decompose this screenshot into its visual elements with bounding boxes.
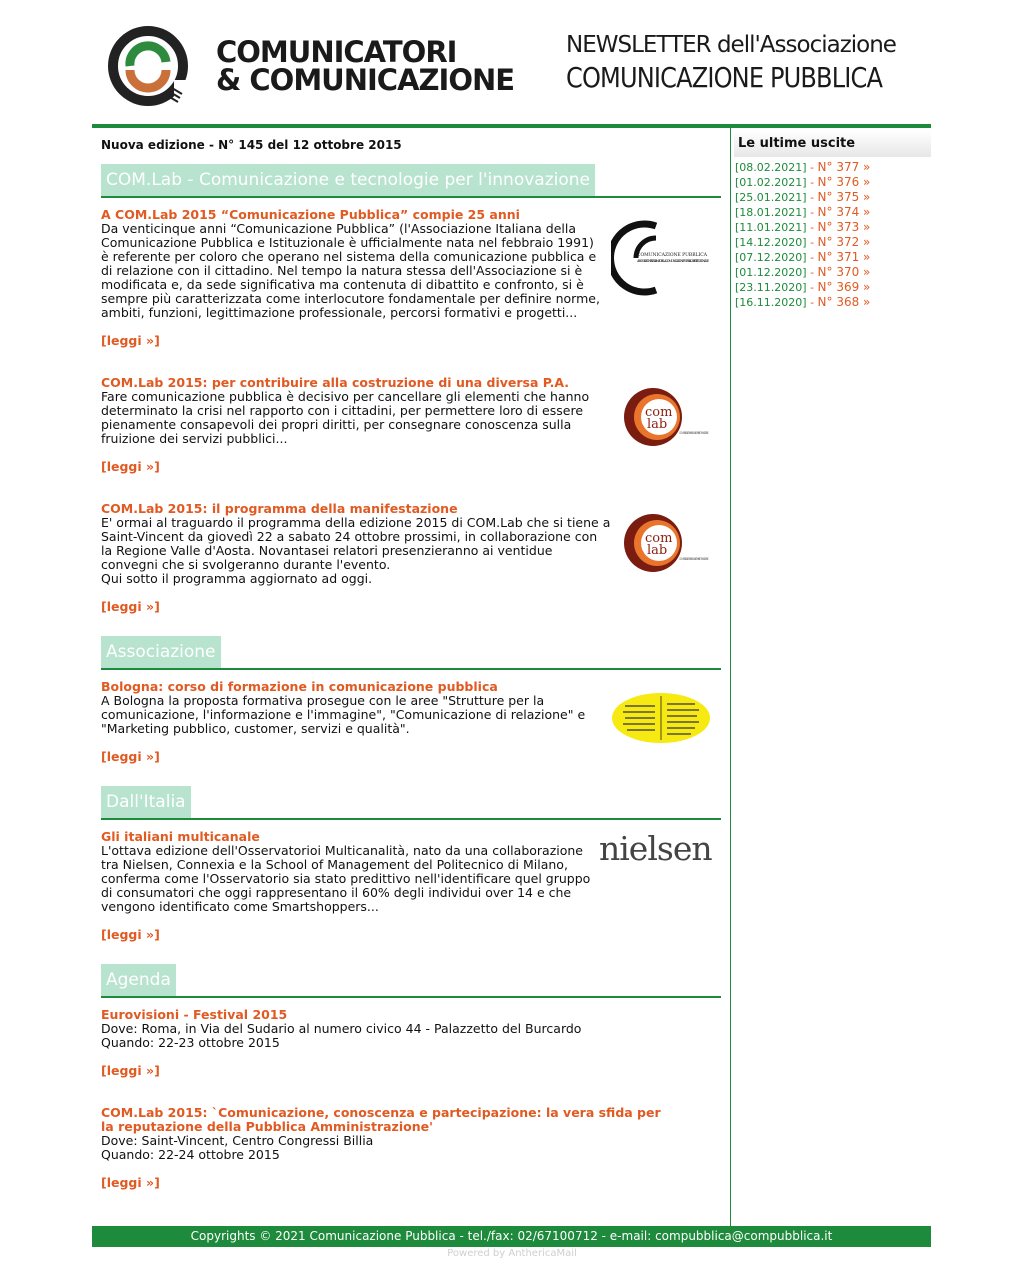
- issue-number[interactable]: N° 377 »: [817, 160, 871, 174]
- event-title-link[interactable]: Eurovisioni - Festival 2015: [101, 1007, 288, 1022]
- brand-name: [216, 35, 515, 97]
- article-summary: Fare comunicazione pubblica è decisivo per cancellare gli elementi che hanno determinato la crisi nel rapporto con i cittadini, per permettere loro di essere pienamente consapevoli dei propri diritti, per consegnare conoscenza sulla fruizione dei servizi pubblici...: [101, 389, 590, 446]
- issue-link[interactable]: [735, 160, 870, 175]
- issue-date: [25.01.2021]: [735, 191, 807, 204]
- section-agenda: [101, 964, 721, 998]
- issue-date: [08.02.2021]: [735, 161, 807, 174]
- issue-date: [14.12.2020]: [735, 236, 807, 249]
- issue-number[interactable]: N° 368 »: [817, 295, 871, 309]
- issue-link[interactable]: [735, 220, 870, 235]
- issue-date: [01.02.2021]: [735, 176, 807, 189]
- article-item: [101, 208, 717, 348]
- issue-separator: -: [806, 176, 818, 189]
- article-title-link[interactable]: A COM.Lab 2015 “Comunicazione Pubblica” compie 25 anni: [101, 207, 520, 222]
- section-title: Agenda: [101, 964, 176, 996]
- brand-line-2: & COMUNICAZIONE: [216, 63, 515, 97]
- newsletter-line-1: NEWSLETTER dell'Associazione: [566, 32, 896, 58]
- issue-separator: -: [806, 266, 818, 279]
- read-more-link[interactable]: [leggi »]: [101, 599, 160, 614]
- issue-date: [01.12.2020]: [735, 266, 807, 279]
- issue-date: [18.01.2021]: [735, 206, 807, 219]
- article-summary: A Bologna la proposta formativa prosegue con le aree "Strutture per la comunicazione, l'informazione e l'immagine", "Comunicazione di relazione" e "Marketing pubblico, customer, servizi e qualità".: [101, 693, 586, 736]
- issue-number[interactable]: N° 374 »: [817, 205, 871, 219]
- issue-list: [735, 160, 870, 310]
- sidebar-title: Le ultime uscite: [734, 130, 931, 157]
- newsletter-title: [566, 30, 934, 96]
- read-more-link[interactable]: [leggi »]: [101, 333, 160, 348]
- cp-logo-text: COMUNICAZIONE PUBBLICA: [637, 253, 708, 258]
- cp-logo-thumbnail[interactable]: [611, 218, 711, 296]
- footer: Copyrights © 2021 Comunicazione Pubblica - tel./fax: 02/67100712 - e-mail: compubblica@compubblica.it: [92, 1226, 931, 1247]
- newsletter-page: [92, 0, 931, 1268]
- comlab-logo-lab: lab: [647, 543, 668, 558]
- article-summary: L'ottava edizione dell'Osservatorioi Multicanalità, nato da una collaborazione tra Nielsen, Connexia e la School of Management del Politecnico di Milano, conferma come l'Osservatorio sia stato predittivo nell'identificare quel gruppo di consumatori che oggi rappresentano il 60% degli individui over 14 e che vengono identificato come Smartshoppers...: [101, 843, 591, 914]
- issue-link[interactable]: [735, 250, 870, 265]
- section-title: COM.Lab - Comunicazione e tecnologie per l'innovazione: [101, 164, 595, 196]
- section-comlab: [101, 164, 721, 198]
- article-summary: E' ormai al traguardo il programma della edizione 2015 di COM.Lab che si tiene a Saint-Vincent da giovedì 22 a sabato 24 ottobre prossimi, in collaborazione con la Regione Valle d'Aosta. Novantasei relatori presenzieranno ai ventidue convegni che si svolgeranno durante l'evento.: [101, 515, 611, 572]
- issue-number[interactable]: N° 370 »: [817, 265, 871, 279]
- issue-link[interactable]: [735, 295, 870, 310]
- issue-date: [11.01.2021]: [735, 221, 807, 234]
- comlab-logo-caption: COMUNICAZIONE INNOVAZIONE INFORMAZIONE: [679, 557, 709, 561]
- article-title-link[interactable]: Bologna: corso di formazione in comunicazione pubblica: [101, 679, 498, 694]
- issue-date: [07.12.2020]: [735, 251, 807, 264]
- event-location: Dove: Roma, in Via del Sudario al numero civico 44 - Palazzetto del Burcardo: [101, 1021, 582, 1036]
- comlab-logo-caption: COMUNICAZIONE INNOVAZIONE INFORMAZIONE: [679, 431, 709, 435]
- section-associazione: [101, 636, 721, 670]
- cp-logo-subtext: ASSOCIAZIONE ITALIANA DELLA COMUNICAZIONE PUBBLICA E ISTITUZIONALE: [637, 259, 709, 263]
- agenda-item: [101, 1105, 717, 1190]
- read-more-link[interactable]: [leggi »]: [101, 749, 160, 764]
- issue-date: [16.11.2020]: [735, 296, 807, 309]
- article-item: [101, 502, 717, 622]
- read-more-link[interactable]: [leggi »]: [101, 927, 160, 942]
- issue-number[interactable]: N° 371 »: [817, 250, 871, 264]
- main-column: [92, 128, 730, 1226]
- powered-by[interactable]: Powered by AnthericaMail: [447, 1248, 577, 1259]
- issue-link[interactable]: [735, 205, 870, 220]
- issue-number[interactable]: N° 369 »: [817, 280, 871, 294]
- brand-line-1: COMUNICATORI: [216, 35, 457, 69]
- issue-separator: -: [806, 296, 818, 309]
- issue-separator: -: [806, 236, 818, 249]
- article-title-link[interactable]: Gli italiani multicanale: [101, 829, 260, 844]
- article-title-link[interactable]: COM.Lab 2015: per contribuire alla costruzione di una diversa P.A.: [101, 375, 570, 390]
- issue-link[interactable]: [735, 280, 870, 295]
- section-dallitalia: [101, 786, 721, 820]
- section-title: Associazione: [101, 636, 221, 668]
- issue-separator: -: [806, 206, 818, 219]
- section-title: Dall'Italia: [101, 786, 191, 818]
- article-title-link[interactable]: COM.Lab 2015: il programma della manifestazione: [101, 501, 458, 516]
- read-more-link[interactable]: [leggi »]: [101, 459, 160, 474]
- issue-separator: -: [806, 161, 818, 174]
- comlab-logo-thumbnail[interactable]: [621, 386, 711, 448]
- course-thumbnail[interactable]: [611, 692, 711, 744]
- brand-logo-icon: [108, 18, 188, 114]
- article-summary: Da venticinque anni “Comunicazione Pubblica” (l'Associazione Italiana della Comunicazione Pubblica e Istituzionale è ufficialmente nata nel febbraio 1991) è referente per coloro che operano nel sistema della comunicazione pubblica e di relazione con il cittadino. Nel tempo la natura stessa dell'Associazione si è modificata e, da sede significativa ma contenuta di dibattito e confronto, si è sempre più caratterizzata come interlocutore fondamentale per definire norme, ambiti, funzioni, legittimazione professionale, percorsi formativi e progetti...: [101, 221, 600, 320]
- issue-link[interactable]: [735, 265, 870, 280]
- agenda-item: [101, 1008, 717, 1088]
- read-more-link[interactable]: [leggi »]: [101, 1175, 160, 1190]
- header: [92, 0, 931, 124]
- article-item: [101, 830, 717, 950]
- newsletter-line-2: COMUNICAZIONE PUBBLICA: [566, 61, 883, 94]
- issue-number[interactable]: N° 373 »: [817, 220, 871, 234]
- comlab-logo-com: com: [645, 531, 673, 546]
- nielsen-logo-thumbnail[interactable]: nielsen: [599, 829, 712, 868]
- comlab-logo-thumbnail[interactable]: [621, 512, 711, 574]
- comlab-logo-lab: lab: [647, 417, 668, 432]
- event-date: Quando: 22-24 ottobre 2015: [101, 1147, 280, 1162]
- edition-info: Nuova edizione - N° 145 del 12 ottobre 2015: [101, 138, 402, 152]
- event-location: Dove: Saint-Vincent, Centro Congressi Billia: [101, 1133, 374, 1148]
- issue-number[interactable]: N° 372 »: [817, 235, 871, 249]
- issue-date: [23.11.2020]: [735, 281, 807, 294]
- read-more-link[interactable]: [leggi »]: [101, 1063, 160, 1078]
- issue-link[interactable]: [735, 175, 870, 190]
- event-date: Quando: 22-23 ottobre 2015: [101, 1035, 280, 1050]
- column-divider: [730, 128, 731, 1226]
- issue-separator: -: [806, 191, 818, 204]
- issue-number[interactable]: N° 376 »: [817, 175, 871, 189]
- comlab-logo-com: com: [645, 405, 673, 420]
- article-item: [101, 680, 717, 770]
- issue-link[interactable]: [735, 190, 870, 205]
- issue-separator: -: [806, 251, 818, 264]
- article-summary-extra: Qui sotto il programma aggiornato ad oggi.: [101, 571, 373, 586]
- issue-number[interactable]: N° 375 »: [817, 190, 871, 204]
- event-title-link[interactable]: COM.Lab 2015: `Comunicazione, conoscenza e partecipazione: la vera sfida per la reputazione della Pubblica Amministrazione': [101, 1105, 661, 1134]
- issue-separator: -: [806, 221, 818, 234]
- article-item: [101, 376, 717, 476]
- issue-separator: -: [806, 281, 818, 294]
- issue-link[interactable]: [735, 235, 870, 250]
